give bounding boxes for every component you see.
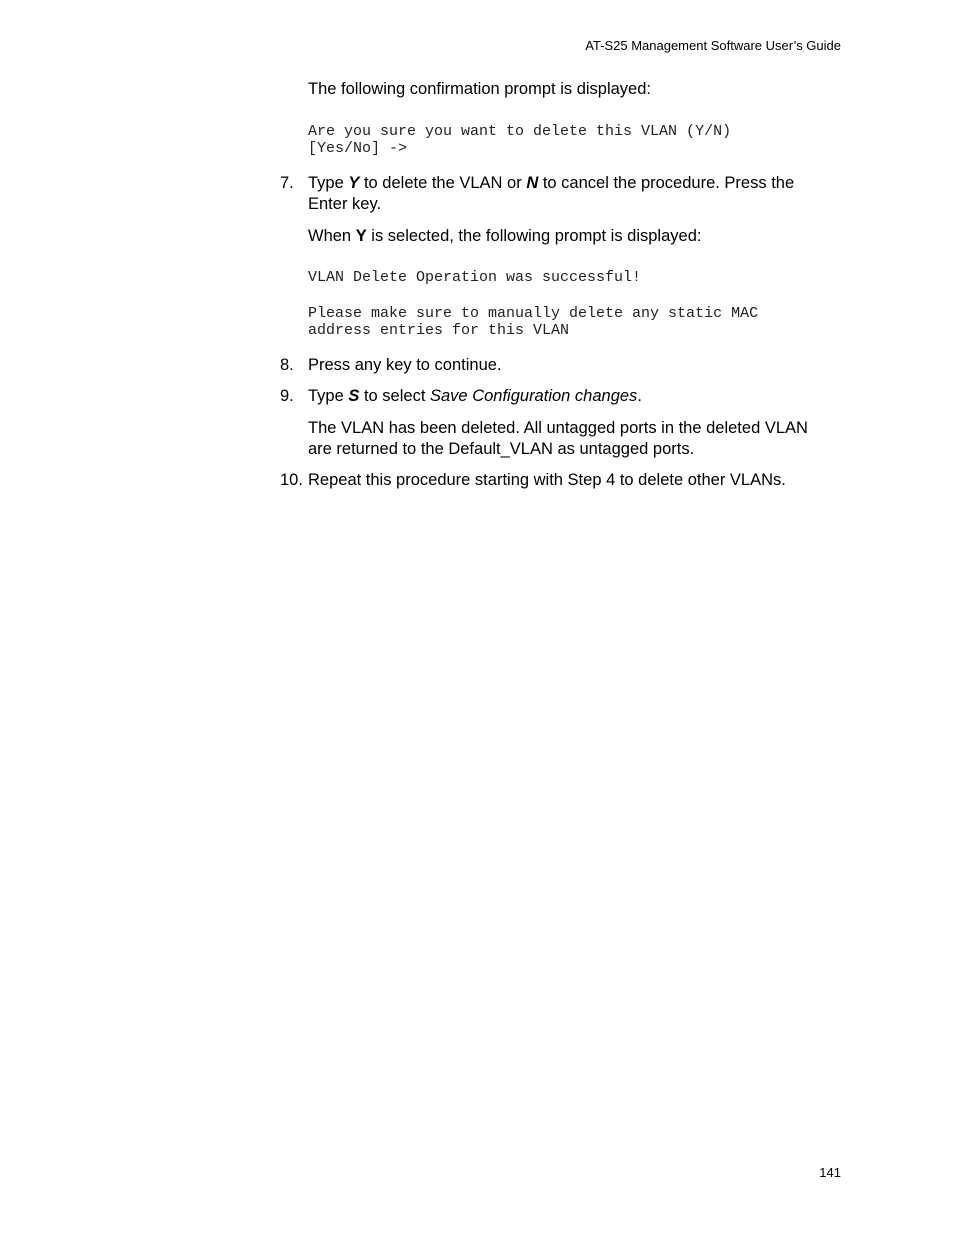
step-9-note	[308, 418, 808, 460]
confirm-prompt-code	[308, 123, 731, 157]
running-header: AT-S25 Management Software User’s Guide	[585, 38, 841, 53]
confirm-prompt-line-1: Are you sure you want to delete this VLAN (Y/N)	[308, 123, 732, 140]
step-9-text	[308, 386, 838, 407]
step-7-note-part-2: is selected, the following prompt is displayed:	[366, 227, 702, 245]
step-7-key-y: Y	[348, 174, 360, 192]
confirm-prompt-line-2: [Yes/No] ->	[308, 140, 408, 157]
step-7-note-part-1: When	[308, 227, 356, 245]
step-7-note-key-y: Y	[355, 227, 367, 245]
step-10-text	[308, 470, 838, 491]
step-9-part-1: Type	[308, 387, 349, 405]
reminder-message-line-1: Please make sure to manually delete any static MAC	[308, 305, 759, 322]
step-10-number: 10.	[280, 471, 303, 489]
step-8-text-content: Press any key to continue.	[308, 356, 502, 374]
step-8-text	[308, 355, 838, 376]
step-7-part-2: to delete the VLAN or	[359, 174, 527, 192]
success-message-code	[308, 269, 641, 286]
intro-text: The following confirmation prompt is displayed:	[308, 80, 651, 98]
step-9-key-s: S	[348, 387, 360, 405]
step-8-number: 8.	[280, 356, 294, 374]
step-7-text	[308, 173, 838, 215]
step-9-part-3: .	[637, 387, 642, 405]
step-7-key-n: N	[526, 174, 539, 192]
reminder-message-line-2: address entries for this VLAN	[308, 322, 570, 339]
page-number: 141	[819, 1165, 841, 1180]
reminder-message-code	[308, 305, 758, 339]
step-7-number: 7.	[280, 174, 294, 192]
step-7-part-1: Type	[308, 174, 349, 192]
step-7-note	[308, 226, 838, 247]
intro-paragraph	[308, 79, 838, 100]
step-10-text-content: Repeat this procedure starting with Step 4 to delete other VLANs.	[308, 471, 786, 489]
step-7-part-3: to cancel the procedure. Press the Enter key.	[308, 174, 795, 213]
step-9-note-text: The VLAN has been deleted. All untagged ports in the deleted VLAN are returned to the Default_VLAN as untagged ports.	[308, 419, 808, 458]
step-9-number: 9.	[280, 387, 294, 405]
success-message-line-1: VLAN Delete Operation was successful!	[308, 269, 642, 286]
step-9-menu-item: Save Configuration changes	[430, 387, 638, 405]
step-9-part-2: to select	[359, 387, 430, 405]
